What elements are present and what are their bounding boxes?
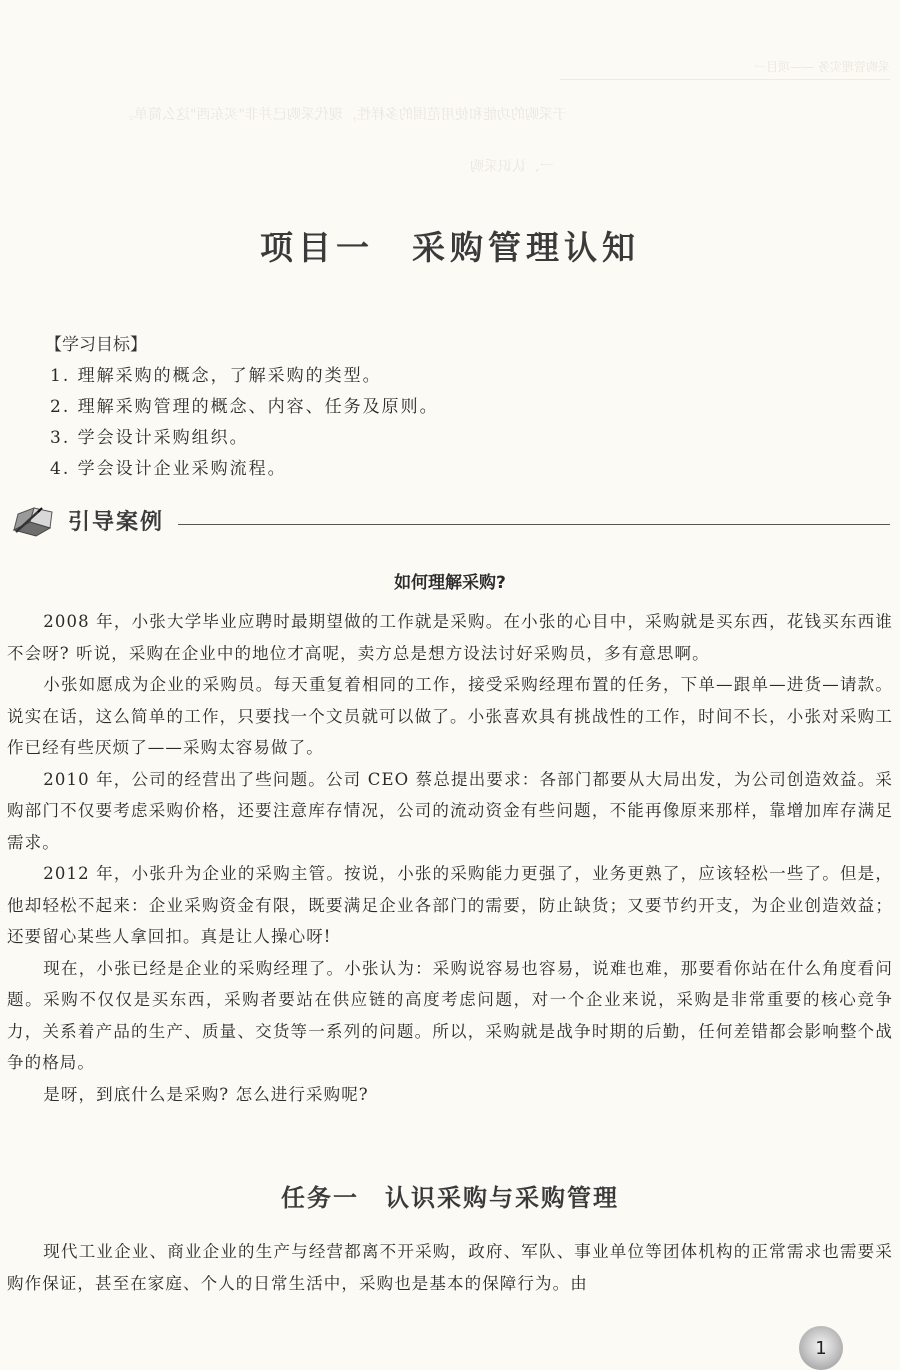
paragraph: 现在，小张已经是企业的采购经理了。小张认为：采购说容易也容易，说难也难，那要看你站在什么角度看问题。采购不仅仅是买东西，采购者要站在供应链的高度考虑问题，对一个企业来说，采购是非常重要的核心竞争力，关系着产品的生产、质量、交货等一系列的问题。所以，采购就是战争时期的后勤，任何差错都会影响整个战争的格局。 bbox=[7, 958, 893, 1072]
objective-item: 4. 学会设计企业采购流程。 bbox=[50, 459, 287, 479]
objective-item: 2. 理解采购管理的概念、内容、任务及原则。 bbox=[50, 397, 439, 417]
paragraph: 小张如愿成为企业的采购员。每天重复着相同的工作，接受采购经理布置的任务，下单—跟单—进货—请款。说实在话，这么简单的工作，只要找一个文员就可以做了。小张喜欢具有挑战性的工作，时间不长，小张对采购工作已经有些厌烦了——采购太容易做了。 bbox=[7, 675, 893, 757]
bleed-through-text: 一、认识采购 bbox=[470, 159, 554, 175]
objective-item: 3. 学会设计采购组织。 bbox=[50, 428, 249, 448]
paragraph: 是呀，到底什么是采购? 怎么进行采购呢? bbox=[43, 1084, 369, 1104]
task-title: 任务一 认识采购与采购管理 bbox=[281, 1184, 619, 1212]
bleed-through-header: 采购管理实务 ——项目一 bbox=[560, 58, 890, 80]
guided-case-label: 引导案例 bbox=[68, 509, 165, 535]
bleed-through-text: 于采购的功能和使用范围的多样性，现代采购已并非"买东西"这么简单。 bbox=[120, 107, 567, 123]
paragraph: 现代工业企业、商业企业的生产与经营都离不开采购，政府、军队、事业单位等团体机构的正常需求也需要采购作保证，甚至在家庭、个人的日常生活中，采购也是基本的保障行为。由 bbox=[7, 1242, 893, 1293]
objective-item: 1. 理解采购的概念，了解采购的类型。 bbox=[50, 366, 382, 386]
paragraph: 2008 年，小张大学毕业应聘时最期望做的工作就是采购。在小张的心目中，采购就是买东西，花钱买东西谁不会呀? 听说，采购在企业中的地位才高呢，卖方总是想方设法讨好采购员，多有意思啊。 bbox=[7, 612, 893, 663]
learning-objectives bbox=[45, 330, 439, 485]
paragraph: 2010 年，公司的经营出了些问题。公司 CEO 蔡总提出要求：各部门都要从大局出发，为公司创造效益。采购部门不仅要考虑采购价格，还要注意库存情况，公司的流动资金有些问题，不能再像原来那样，靠增加库存满足需求。 bbox=[7, 769, 893, 852]
paragraph: 2012 年，小张升为企业的采购主管。按说，小张的采购能力更强了，业务更熟了，应该轻松一些了。但是，他却轻松不起来：企业采购资金有限，既要满足企业各部门的需要，防止缺货；又要节约开支，为企业创造效益；还要留心某些人拿回扣。真是让人操心呀! bbox=[7, 864, 893, 946]
case-title: 如何理解采购? bbox=[394, 573, 506, 593]
case-body bbox=[7, 606, 893, 1110]
section-divider bbox=[178, 524, 890, 525]
page-title: 项目一 采购管理认知 bbox=[260, 228, 640, 267]
guided-case-heading bbox=[10, 500, 890, 540]
learning-objectives-heading: 【学习目标】 bbox=[45, 335, 147, 355]
task-body bbox=[7, 1236, 893, 1299]
page-number: 1 bbox=[815, 1337, 827, 1359]
book-pen-icon bbox=[10, 502, 56, 538]
page-number-badge bbox=[799, 1326, 843, 1370]
